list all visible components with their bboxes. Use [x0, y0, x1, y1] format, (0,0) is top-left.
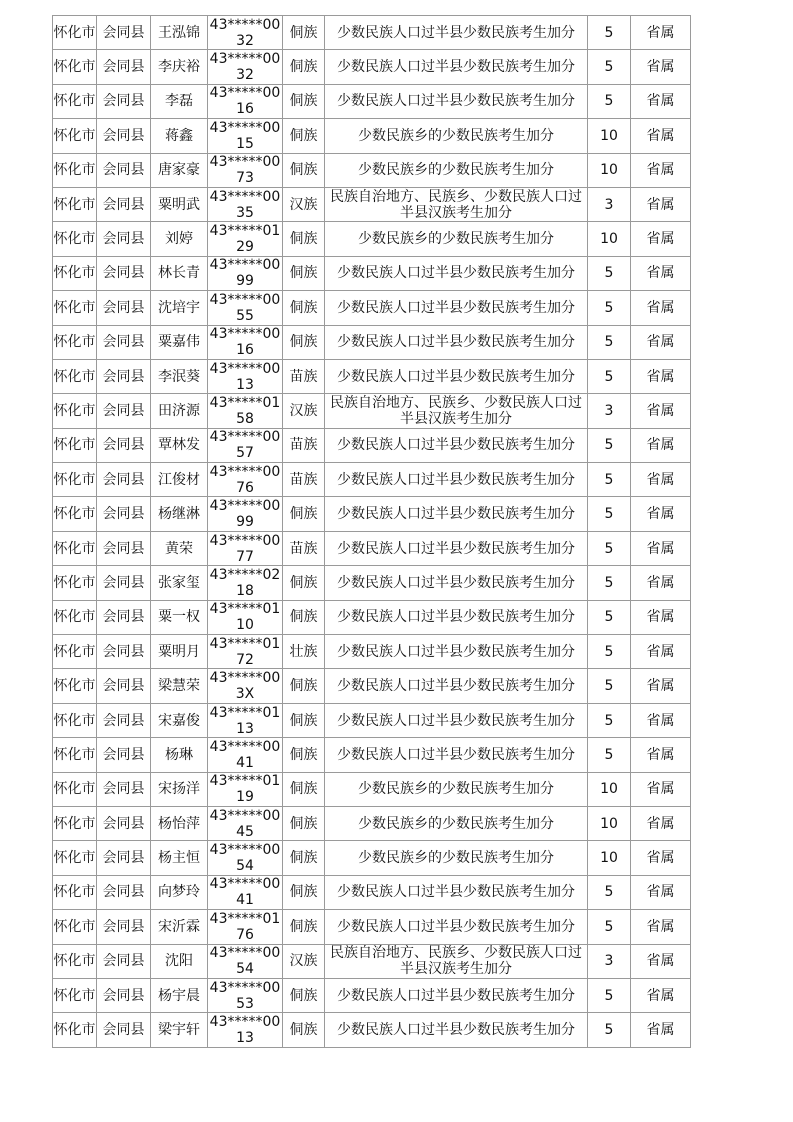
table-row [53, 359, 691, 393]
id-number-cell: 43*****0016 [208, 325, 283, 359]
table-row [53, 497, 691, 531]
ethnicity-cell: 侗族 [283, 256, 325, 290]
level-cell: 省属 [631, 669, 691, 703]
bonus-score-cell: 5 [588, 359, 631, 393]
table-body [53, 16, 691, 1048]
ethnicity-cell: 侗族 [283, 50, 325, 84]
ethnicity-cell: 苗族 [283, 428, 325, 462]
city-cell: 怀化市 [53, 325, 97, 359]
table-row [53, 566, 691, 600]
id-number-cell: 43*****0053 [208, 978, 283, 1012]
city-cell: 怀化市 [53, 153, 97, 187]
table-row [53, 944, 691, 978]
level-cell: 省属 [631, 772, 691, 806]
id-number-cell: 43*****0099 [208, 256, 283, 290]
bonus-score-cell: 5 [588, 84, 631, 118]
county-cell: 会同县 [97, 875, 151, 909]
county-cell: 会同县 [97, 325, 151, 359]
level-cell: 省属 [631, 50, 691, 84]
table-row [53, 394, 691, 428]
id-number-cell: 43*****0110 [208, 600, 283, 634]
ethnicity-cell: 侗族 [283, 222, 325, 256]
bonus-item-cell: 少数民族人口过半县少数民族考生加分 [325, 1013, 588, 1047]
bonus-score-cell: 5 [588, 16, 631, 50]
name-cell: 杨继淋 [151, 497, 208, 531]
table-row [53, 222, 691, 256]
id-number-cell: 43*****0015 [208, 119, 283, 153]
ethnicity-cell: 苗族 [283, 463, 325, 497]
ethnicity-cell: 汉族 [283, 187, 325, 221]
bonus-score-cell: 5 [588, 635, 631, 669]
name-cell: 沈阳 [151, 944, 208, 978]
id-number-cell: 43*****0013 [208, 359, 283, 393]
level-cell: 省属 [631, 119, 691, 153]
name-cell: 覃林发 [151, 428, 208, 462]
bonus-score-cell: 5 [588, 256, 631, 290]
table-row [53, 978, 691, 1012]
table-row [53, 669, 691, 703]
id-number-cell: 43*****0076 [208, 463, 283, 497]
county-cell: 会同县 [97, 428, 151, 462]
county-cell: 会同县 [97, 256, 151, 290]
table-row [53, 531, 691, 565]
bonus-item-cell: 少数民族人口过半县少数民族考生加分 [325, 428, 588, 462]
county-cell: 会同县 [97, 978, 151, 1012]
name-cell: 林长青 [151, 256, 208, 290]
bonus-score-cell: 10 [588, 222, 631, 256]
level-cell: 省属 [631, 222, 691, 256]
table-row [53, 635, 691, 669]
city-cell: 怀化市 [53, 119, 97, 153]
bonus-item-cell: 少数民族人口过半县少数民族考生加分 [325, 910, 588, 944]
county-cell: 会同县 [97, 944, 151, 978]
bonus-score-cell: 5 [588, 669, 631, 703]
name-cell: 宋扬洋 [151, 772, 208, 806]
id-number-cell: 43*****0045 [208, 806, 283, 840]
id-number-cell: 43*****0073 [208, 153, 283, 187]
table-row [53, 119, 691, 153]
county-cell: 会同县 [97, 187, 151, 221]
ethnicity-cell: 汉族 [283, 944, 325, 978]
city-cell: 怀化市 [53, 222, 97, 256]
city-cell: 怀化市 [53, 531, 97, 565]
id-number-cell: 43*****0016 [208, 84, 283, 118]
id-number-cell: 43*****0077 [208, 531, 283, 565]
county-cell: 会同县 [97, 566, 151, 600]
table-row [53, 187, 691, 221]
county-cell: 会同县 [97, 359, 151, 393]
name-cell: 田济源 [151, 394, 208, 428]
ethnicity-cell: 侗族 [283, 153, 325, 187]
city-cell: 怀化市 [53, 669, 97, 703]
ethnicity-cell: 侗族 [283, 119, 325, 153]
level-cell: 省属 [631, 325, 691, 359]
bonus-score-cell: 10 [588, 772, 631, 806]
bonus-score-cell: 5 [588, 1013, 631, 1047]
bonus-score-cell: 5 [588, 463, 631, 497]
table-row [53, 153, 691, 187]
bonus-item-cell: 少数民族乡的少数民族考生加分 [325, 806, 588, 840]
name-cell: 李泯葵 [151, 359, 208, 393]
name-cell: 梁宇轩 [151, 1013, 208, 1047]
id-number-cell: 43*****0099 [208, 497, 283, 531]
name-cell: 杨怡萍 [151, 806, 208, 840]
ethnicity-cell: 侗族 [283, 669, 325, 703]
city-cell: 怀化市 [53, 944, 97, 978]
city-cell: 怀化市 [53, 772, 97, 806]
table-row [53, 428, 691, 462]
bonus-score-cell: 10 [588, 119, 631, 153]
ethnicity-cell: 侗族 [283, 497, 325, 531]
bonus-item-cell: 民族自治地方、民族乡、少数民族人口过半县汉族考生加分 [325, 394, 588, 428]
city-cell: 怀化市 [53, 910, 97, 944]
city-cell: 怀化市 [53, 84, 97, 118]
id-number-cell: 43*****003X [208, 669, 283, 703]
bonus-item-cell: 少数民族人口过半县少数民族考生加分 [325, 635, 588, 669]
level-cell: 省属 [631, 841, 691, 875]
city-cell: 怀化市 [53, 635, 97, 669]
bonus-item-cell: 少数民族人口过半县少数民族考生加分 [325, 738, 588, 772]
bonus-item-cell: 少数民族乡的少数民族考生加分 [325, 153, 588, 187]
bonus-item-cell: 少数民族人口过半县少数民族考生加分 [325, 16, 588, 50]
name-cell: 李庆裕 [151, 50, 208, 84]
level-cell: 省属 [631, 600, 691, 634]
ethnicity-cell: 侗族 [283, 875, 325, 909]
city-cell: 怀化市 [53, 978, 97, 1012]
bonus-item-cell: 少数民族人口过半县少数民族考生加分 [325, 50, 588, 84]
level-cell: 省属 [631, 738, 691, 772]
city-cell: 怀化市 [53, 187, 97, 221]
bonus-score-cell: 5 [588, 875, 631, 909]
city-cell: 怀化市 [53, 16, 97, 50]
id-number-cell: 43*****0035 [208, 187, 283, 221]
level-cell: 省属 [631, 566, 691, 600]
county-cell: 会同县 [97, 497, 151, 531]
name-cell: 王泓锦 [151, 16, 208, 50]
table-row [53, 841, 691, 875]
bonus-score-cell: 5 [588, 566, 631, 600]
level-cell: 省属 [631, 256, 691, 290]
city-cell: 怀化市 [53, 497, 97, 531]
level-cell: 省属 [631, 875, 691, 909]
level-cell: 省属 [631, 703, 691, 737]
table-row [53, 703, 691, 737]
county-cell: 会同县 [97, 394, 151, 428]
level-cell: 省属 [631, 359, 691, 393]
bonus-item-cell: 少数民族人口过半县少数民族考生加分 [325, 875, 588, 909]
bonus-item-cell: 少数民族人口过半县少数民族考生加分 [325, 669, 588, 703]
id-number-cell: 43*****0041 [208, 875, 283, 909]
name-cell: 粟明武 [151, 187, 208, 221]
city-cell: 怀化市 [53, 738, 97, 772]
ethnicity-cell: 侗族 [283, 738, 325, 772]
county-cell: 会同县 [97, 119, 151, 153]
city-cell: 怀化市 [53, 359, 97, 393]
ethnicity-cell: 侗族 [283, 806, 325, 840]
bonus-item-cell: 少数民族人口过半县少数民族考生加分 [325, 463, 588, 497]
level-cell: 省属 [631, 463, 691, 497]
bonus-item-cell: 少数民族人口过半县少数民族考生加分 [325, 703, 588, 737]
bonus-score-cell: 10 [588, 806, 631, 840]
bonus-item-cell: 少数民族人口过半县少数民族考生加分 [325, 978, 588, 1012]
level-cell: 省属 [631, 187, 691, 221]
bonus-item-cell: 少数民族人口过半县少数民族考生加分 [325, 531, 588, 565]
ethnicity-cell: 侗族 [283, 841, 325, 875]
ethnicity-cell: 侗族 [283, 84, 325, 118]
city-cell: 怀化市 [53, 841, 97, 875]
bonus-points-table [52, 15, 691, 1048]
ethnicity-cell: 苗族 [283, 531, 325, 565]
level-cell: 省属 [631, 16, 691, 50]
name-cell: 粟一权 [151, 600, 208, 634]
county-cell: 会同县 [97, 1013, 151, 1047]
city-cell: 怀化市 [53, 600, 97, 634]
table-row [53, 738, 691, 772]
bonus-item-cell: 少数民族乡的少数民族考生加分 [325, 119, 588, 153]
bonus-item-cell: 少数民族人口过半县少数民族考生加分 [325, 359, 588, 393]
bonus-score-cell: 5 [588, 428, 631, 462]
city-cell: 怀化市 [53, 428, 97, 462]
id-number-cell: 43*****0041 [208, 738, 283, 772]
ethnicity-cell: 侗族 [283, 325, 325, 359]
county-cell: 会同县 [97, 222, 151, 256]
table-row [53, 50, 691, 84]
id-number-cell: 43*****0176 [208, 910, 283, 944]
name-cell: 杨琳 [151, 738, 208, 772]
city-cell: 怀化市 [53, 1013, 97, 1047]
city-cell: 怀化市 [53, 875, 97, 909]
table-row [53, 16, 691, 50]
bonus-item-cell: 少数民族人口过半县少数民族考生加分 [325, 325, 588, 359]
city-cell: 怀化市 [53, 566, 97, 600]
level-cell: 省属 [631, 910, 691, 944]
bonus-item-cell: 民族自治地方、民族乡、少数民族人口过半县汉族考生加分 [325, 187, 588, 221]
name-cell: 杨宇晨 [151, 978, 208, 1012]
bonus-score-cell: 5 [588, 291, 631, 325]
ethnicity-cell: 侗族 [283, 703, 325, 737]
level-cell: 省属 [631, 291, 691, 325]
county-cell: 会同县 [97, 531, 151, 565]
bonus-item-cell: 少数民族人口过半县少数民族考生加分 [325, 566, 588, 600]
id-number-cell: 43*****0032 [208, 50, 283, 84]
bonus-item-cell: 少数民族乡的少数民族考生加分 [325, 222, 588, 256]
name-cell: 唐家豪 [151, 153, 208, 187]
id-number-cell: 43*****0158 [208, 394, 283, 428]
county-cell: 会同县 [97, 806, 151, 840]
name-cell: 刘婷 [151, 222, 208, 256]
name-cell: 宋嘉俊 [151, 703, 208, 737]
county-cell: 会同县 [97, 600, 151, 634]
name-cell: 粟嘉伟 [151, 325, 208, 359]
bonus-score-cell: 5 [588, 531, 631, 565]
name-cell: 宋沂霖 [151, 910, 208, 944]
table-row [53, 325, 691, 359]
county-cell: 会同县 [97, 738, 151, 772]
id-number-cell: 43*****0054 [208, 944, 283, 978]
level-cell: 省属 [631, 531, 691, 565]
name-cell: 李磊 [151, 84, 208, 118]
level-cell: 省属 [631, 944, 691, 978]
level-cell: 省属 [631, 394, 691, 428]
bonus-item-cell: 民族自治地方、民族乡、少数民族人口过半县汉族考生加分 [325, 944, 588, 978]
name-cell: 粟明月 [151, 635, 208, 669]
level-cell: 省属 [631, 428, 691, 462]
county-cell: 会同县 [97, 772, 151, 806]
table-row [53, 806, 691, 840]
city-cell: 怀化市 [53, 50, 97, 84]
id-number-cell: 43*****0218 [208, 566, 283, 600]
bonus-item-cell: 少数民族人口过半县少数民族考生加分 [325, 84, 588, 118]
bonus-score-cell: 3 [588, 394, 631, 428]
level-cell: 省属 [631, 806, 691, 840]
county-cell: 会同县 [97, 16, 151, 50]
name-cell: 黄荣 [151, 531, 208, 565]
table-row [53, 910, 691, 944]
id-number-cell: 43*****0119 [208, 772, 283, 806]
id-number-cell: 43*****0129 [208, 222, 283, 256]
city-cell: 怀化市 [53, 806, 97, 840]
county-cell: 会同县 [97, 669, 151, 703]
city-cell: 怀化市 [53, 463, 97, 497]
bonus-item-cell: 少数民族人口过半县少数民族考生加分 [325, 291, 588, 325]
table-row [53, 772, 691, 806]
bonus-item-cell: 少数民族乡的少数民族考生加分 [325, 772, 588, 806]
bonus-item-cell: 少数民族人口过半县少数民族考生加分 [325, 497, 588, 531]
county-cell: 会同县 [97, 84, 151, 118]
name-cell: 向梦玲 [151, 875, 208, 909]
bonus-score-cell: 10 [588, 153, 631, 187]
ethnicity-cell: 苗族 [283, 359, 325, 393]
ethnicity-cell: 侗族 [283, 910, 325, 944]
name-cell: 杨主恒 [151, 841, 208, 875]
county-cell: 会同县 [97, 463, 151, 497]
id-number-cell: 43*****0013 [208, 1013, 283, 1047]
ethnicity-cell: 侗族 [283, 772, 325, 806]
county-cell: 会同县 [97, 910, 151, 944]
id-number-cell: 43*****0172 [208, 635, 283, 669]
city-cell: 怀化市 [53, 703, 97, 737]
name-cell: 梁慧荣 [151, 669, 208, 703]
name-cell: 张家玺 [151, 566, 208, 600]
level-cell: 省属 [631, 978, 691, 1012]
bonus-score-cell: 5 [588, 325, 631, 359]
bonus-score-cell: 3 [588, 187, 631, 221]
id-number-cell: 43*****0057 [208, 428, 283, 462]
name-cell: 沈培宇 [151, 291, 208, 325]
city-cell: 怀化市 [53, 394, 97, 428]
ethnicity-cell: 汉族 [283, 394, 325, 428]
id-number-cell: 43*****0032 [208, 16, 283, 50]
bonus-score-cell: 5 [588, 703, 631, 737]
bonus-item-cell: 少数民族乡的少数民族考生加分 [325, 841, 588, 875]
county-cell: 会同县 [97, 153, 151, 187]
city-cell: 怀化市 [53, 256, 97, 290]
ethnicity-cell: 侗族 [283, 16, 325, 50]
bonus-score-cell: 10 [588, 841, 631, 875]
table-row [53, 84, 691, 118]
table-row [53, 875, 691, 909]
id-number-cell: 43*****0054 [208, 841, 283, 875]
ethnicity-cell: 侗族 [283, 1013, 325, 1047]
county-cell: 会同县 [97, 291, 151, 325]
table-row [53, 1013, 691, 1047]
table-row [53, 463, 691, 497]
ethnicity-cell: 侗族 [283, 566, 325, 600]
ethnicity-cell: 侗族 [283, 978, 325, 1012]
bonus-score-cell: 5 [588, 497, 631, 531]
bonus-score-cell: 5 [588, 50, 631, 84]
level-cell: 省属 [631, 1013, 691, 1047]
id-number-cell: 43*****0113 [208, 703, 283, 737]
city-cell: 怀化市 [53, 291, 97, 325]
level-cell: 省属 [631, 635, 691, 669]
ethnicity-cell: 侗族 [283, 600, 325, 634]
county-cell: 会同县 [97, 841, 151, 875]
bonus-item-cell: 少数民族人口过半县少数民族考生加分 [325, 256, 588, 290]
table-row [53, 600, 691, 634]
table-row [53, 291, 691, 325]
level-cell: 省属 [631, 153, 691, 187]
name-cell: 蒋鑫 [151, 119, 208, 153]
bonus-score-cell: 5 [588, 600, 631, 634]
name-cell: 江俊材 [151, 463, 208, 497]
county-cell: 会同县 [97, 50, 151, 84]
level-cell: 省属 [631, 84, 691, 118]
bonus-item-cell: 少数民族人口过半县少数民族考生加分 [325, 600, 588, 634]
bonus-score-cell: 5 [588, 738, 631, 772]
ethnicity-cell: 壮族 [283, 635, 325, 669]
bonus-score-cell: 5 [588, 910, 631, 944]
level-cell: 省属 [631, 497, 691, 531]
ethnicity-cell: 侗族 [283, 291, 325, 325]
county-cell: 会同县 [97, 703, 151, 737]
bonus-score-cell: 5 [588, 978, 631, 1012]
county-cell: 会同县 [97, 635, 151, 669]
bonus-score-cell: 3 [588, 944, 631, 978]
id-number-cell: 43*****0055 [208, 291, 283, 325]
table-row [53, 256, 691, 290]
